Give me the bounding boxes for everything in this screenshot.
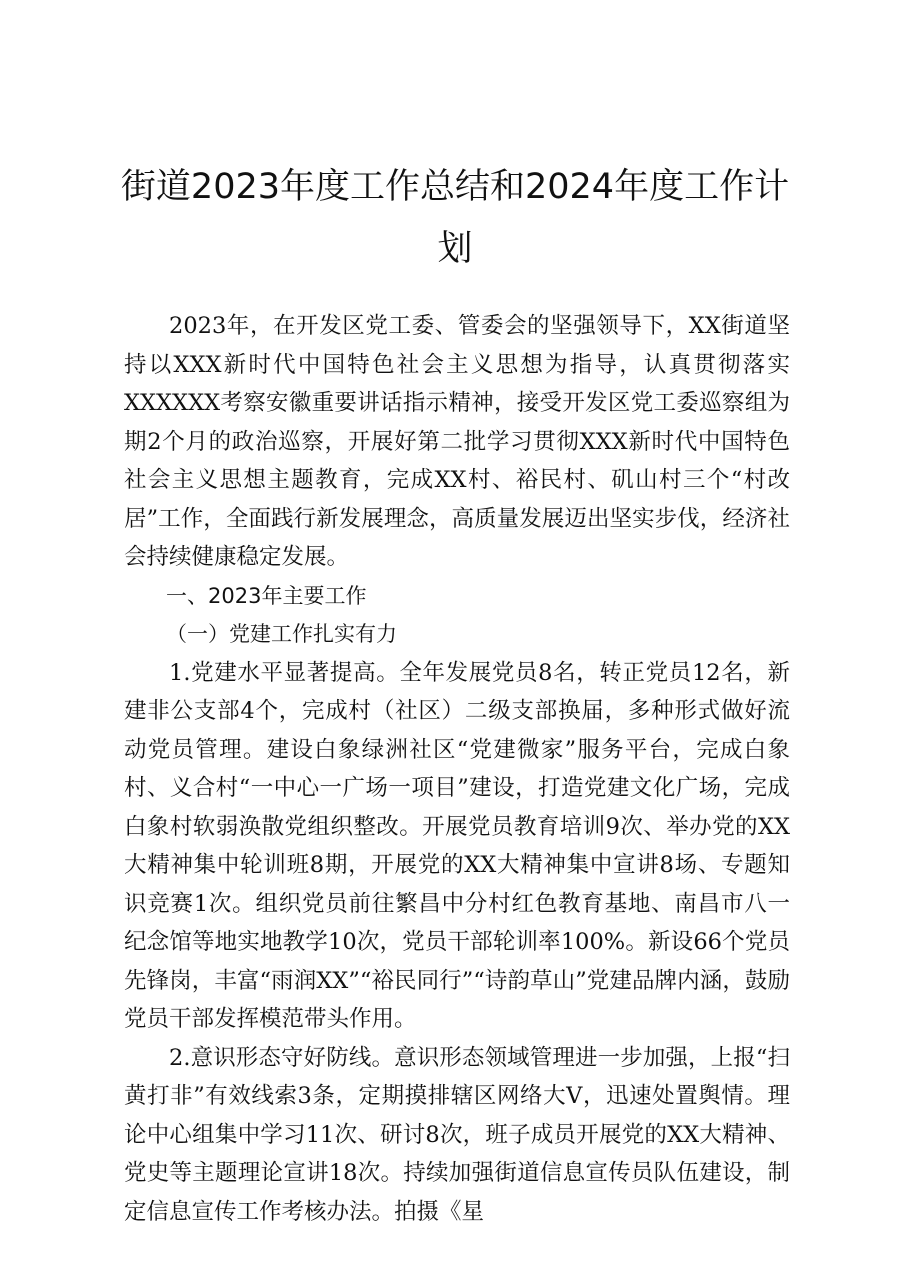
section-heading: 一、2023年主要工作 bbox=[166, 583, 367, 608]
document-body bbox=[124, 307, 790, 1231]
document-title: 街道2023年度工作总结和2024年度工作计划 bbox=[120, 167, 790, 269]
item-paragraph-1: 1.党建水平显著提高。全年发展党员8名，转正党员12名，新建非公支部4个，完成村（社区）二级支部换届，多种形式做好流动党员管理。建设白象绿洲社区“党建微家”服务平台，完成白象村、义合村“一中心一广场一项目”建设，打造党建文化广场，完成白象村软弱涣散党组织整改。开展党员教育培训9次、举办党的XX大精神集中轮训班8期，开展党的XX大精神集中宣讲8场、专题知识竞赛1次。组织党员前往繁昌中分村红色教育基地、南昌市八一纪念馆等地实地教学10次，党员干部轮训率100%。新设66个党员先锋岗，丰富“雨润XX”“裕民同行”“诗韵草山”党建品牌内涵，鼓励党员干部发挥模范带头作用。 bbox=[124, 659, 790, 1032]
item-paragraph-2: 2.意识形态守好防线。意识形态领域管理进一步加强，上报“扫黄打非”有效线索3条，定期摸排辖区网络大V，迅速处置舆情。理论中心组集中学习11次、研讨8次，班子成员开展党的XX大精神、党史等主题理论宣讲18次。持续加强街道信息宣传员队伍建设，制定信息宣传工作考核办法。拍摄《星 bbox=[124, 1044, 790, 1225]
subsection-heading: （一）党建工作扎实有力 bbox=[166, 622, 397, 646]
intro-paragraph: 2023年，在开发区党工委、管委会的坚强领导下，XX街道坚持以XXX新时代中国特色社会主义思想为指导，认真贯彻落实XXXXXX考察安徽重要讲话指示精神，接受开发区党工委巡察组为期2个月的政治巡察，开展好第二批学习贯彻XXX新时代中国特色社会主义思想主题教育，完成XX村、裕民村、矶山村三个“村改居”工作，全面践行新发展理念，高质量发展迈出坚实步伐，经济社会持续健康稳定发展。 bbox=[124, 313, 790, 570]
